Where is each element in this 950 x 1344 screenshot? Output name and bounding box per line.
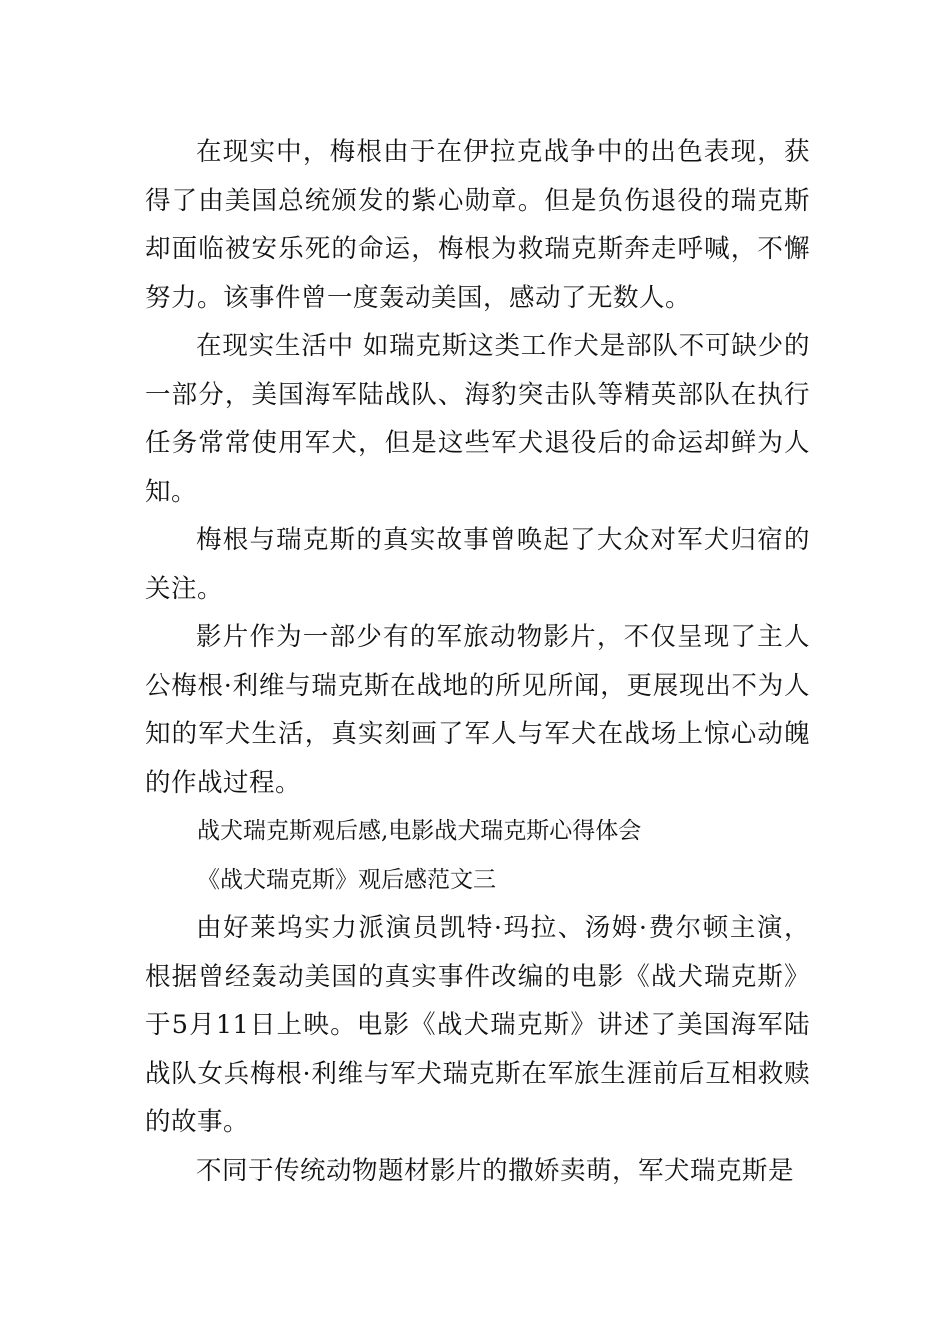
paragraph-working-dogs: 在现实生活中 如瑞克斯这类工作犬是部队不可缺少的一部分，美国海军陆战队、海豹突击队等精英部队在执行任务常常使用军犬，但是这些军犬退役后的命运却鲜为人知。 [145,331,810,507]
paragraph-medal: 在现实中，梅根由于在伊拉克战争中的出色表现，获得了由美国总统颁发的紫心勋章。但是负伤退役的瑞克斯却面临被安乐死的命运，梅根为救瑞克斯奔走呼喊，不懈努力。该事件曾一度轰动美国，感动了无数人。 [145,137,810,313]
document-body [145,128,810,1195]
paragraph-unlike-traditional: 不同于传统动物题材影片的撒娇卖萌，军犬瑞克斯是 [196,1155,795,1186]
paragraph-film-description: 影片作为一部少有的军旅动物影片，不仅呈现了主人公梅根·利维与瑞克斯在战地的所见所闻，更展现出不为人知的军犬生活，真实刻画了军人与军犬在战场上惊心动魄的作战过程。 [145,622,810,798]
paragraph-film-intro: 由好莱坞实力派演员凯特·玛拉、汤姆·费尔顿主演，根据曾经轰动美国的真实事件改编的电影《战犬瑞克斯》于5月11日上映。电影《战犬瑞克斯》讲述了美国海军陆战队女兵梅根·利维与军犬瑞克斯在军旅生涯前后互相救赎的故事。 [145,913,810,1137]
paragraph-public-attention: 梅根与瑞克斯的真实故事曾唤起了大众对军犬归宿的关注。 [145,525,810,604]
section-heading: 战犬瑞克斯观后感,电影战犬瑞克斯心得体会 [197,818,642,844]
essay-title: 《战犬瑞克斯》观后感范文三 [197,866,496,893]
